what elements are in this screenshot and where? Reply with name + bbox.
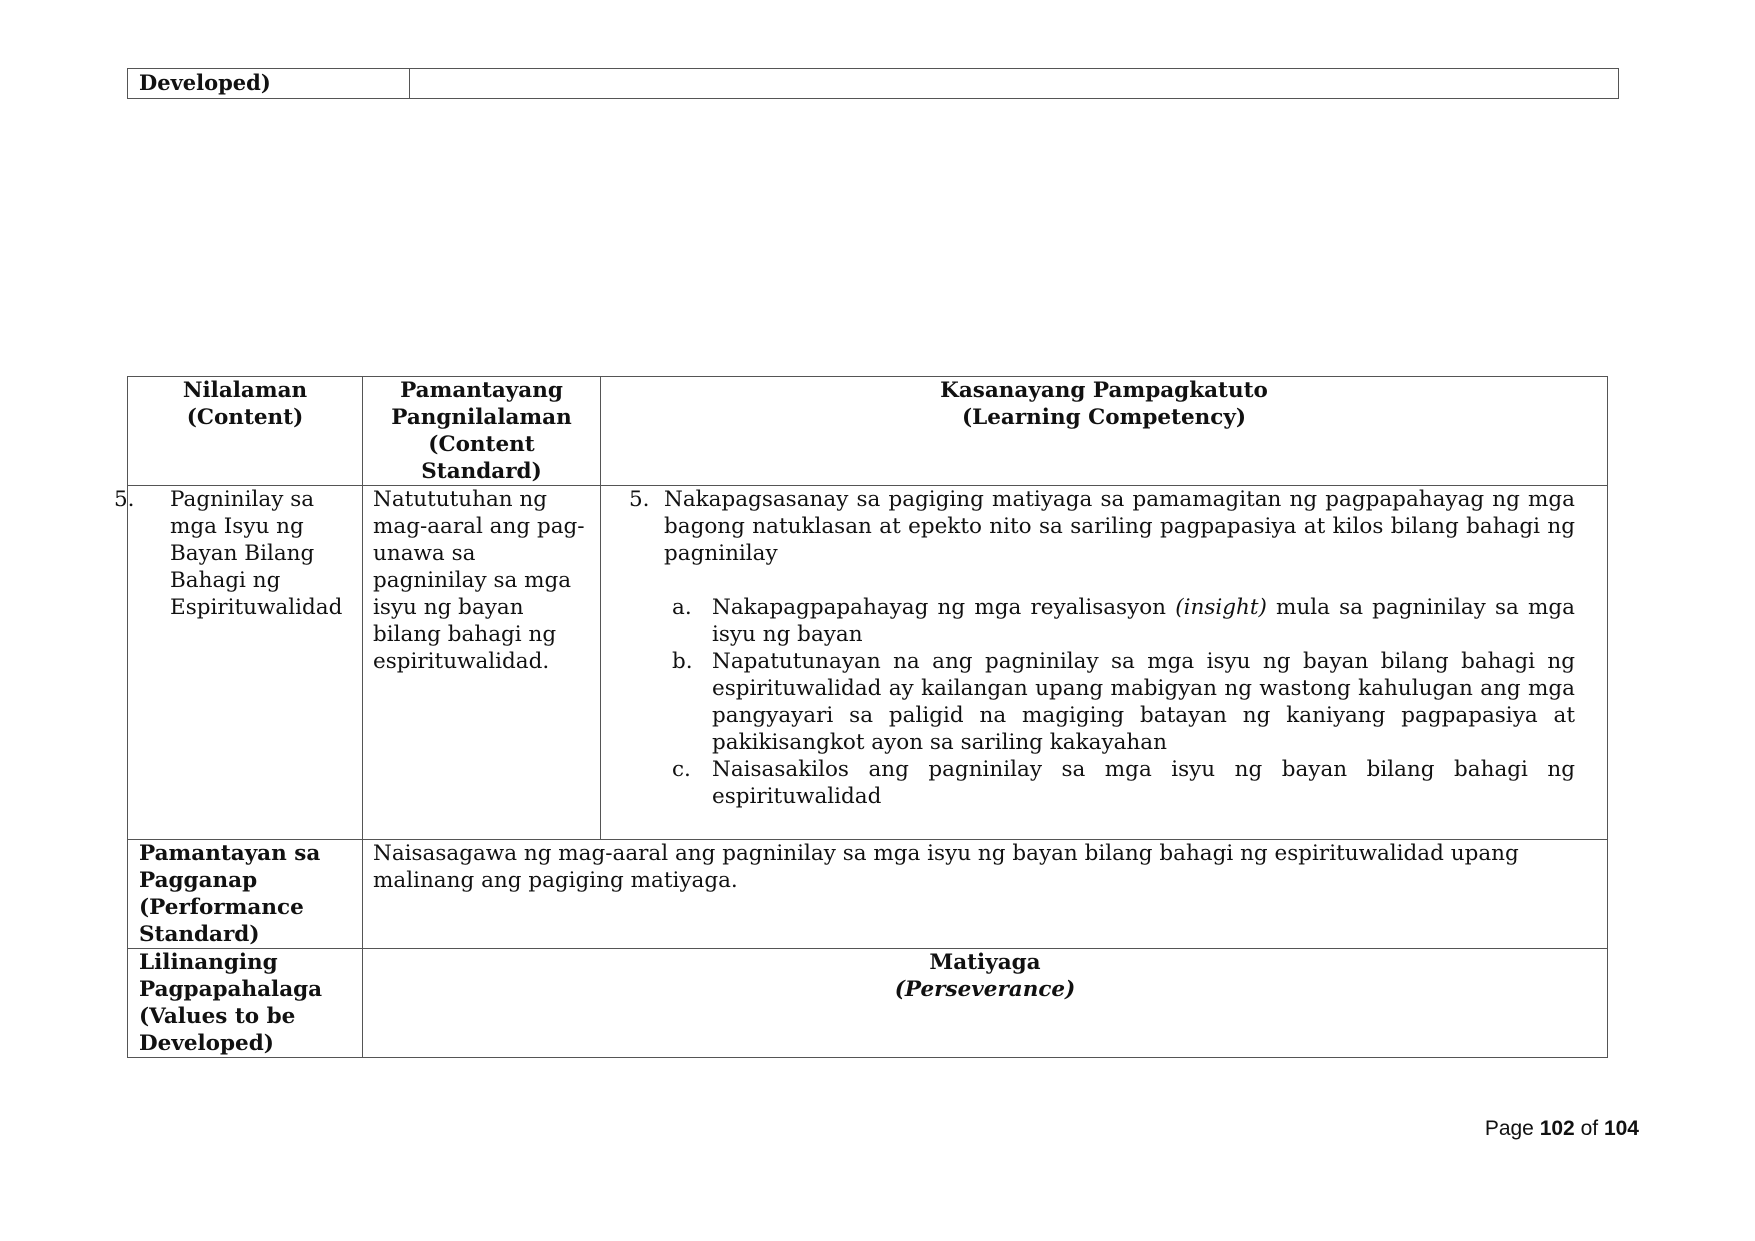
performance-label: Pamantayan sa Pagganap (Performance Standard) [128,840,363,949]
values-cell [363,949,1608,1058]
competency-cell [601,486,1608,840]
header-content: Nilalaman (Content) [128,377,363,486]
values-label-continuation: Developed) [128,69,410,99]
top-table-fragment [127,68,1619,99]
value-sub: (Perseverance) [894,977,1076,1002]
competency-text: Nakapagsasanay sa pagiging matiyaga sa pamamagitan ng pagpapahayag ng mga bagong natuklasan at epekto nito sa sariling pagpapasiya at kilos bilang bahagi ng pagninilay [664,487,1575,566]
header-row [128,377,1608,486]
performance-text: Naisasagawa ng mag-aaral ang pagninilay sa mga isyu ng bayan bilang bahagi ng espirituwalidad upang malinang ang pagiging matiyaga. [363,840,1608,949]
competency-main [619,486,1575,567]
curriculum-table [114,376,1608,1058]
page-number: Page 102 of 104 [1484,1117,1639,1140]
content-cell [114,486,363,840]
competency-item-b: b. Napatutunayan na ang pagninilay sa mga isyu ng bayan bilang bahagi ng espirituwalidad ay kailangan upang mabigyan ng wastong kahulugan ang mga pangyayari sa paligid na magiging batayan ng kaniyang pagpapasiya at pakikisangkot ayon sa sariling kakayahan [672,649,1575,755]
value-main: Matiyaga [929,950,1041,975]
table-row [128,69,1619,99]
competency-item-c: c. Naisasakilos ang pagninilay sa mga isyu ng bayan bilang bahagi ng espirituwalidad [672,757,1575,809]
header-content-standard: Pamantayang Pangnilalaman (Content Standard) [363,377,601,486]
performance-row [128,840,1608,949]
header-learning-competency: Kasanayang Pampagkatuto (Learning Competency) [601,377,1608,486]
content-row [128,486,1608,840]
content-standard-text: Natututuhan ng mag-aaral ang pag-unawa sa pagninilay sa mga isyu ng bayan bilang bahagi ng espirituwalidad. [373,487,585,674]
competency-item-a: a. Nakapagpapahayag ng mga reyalisasyon (insight) mula sa pagninilay sa mga isyu ng bayan [672,595,1575,647]
values-row [128,949,1608,1058]
content-text: Pagninilay sa mga Isyu ng Bayan Bilang Bahagi ng Espirituwalidad [170,487,343,620]
content-number: 5. [114,487,135,512]
values-cell-empty [410,69,1619,99]
competency-number: 5. [629,487,650,512]
values-label: Lilinanging Pagpapahalaga (Values to be Developed) [128,949,363,1058]
content-standard-cell [363,486,601,840]
